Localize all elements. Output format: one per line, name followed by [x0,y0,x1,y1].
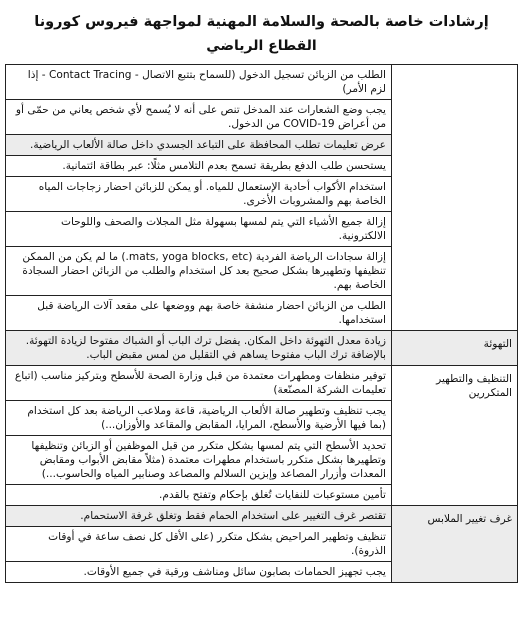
guidelines-table-body [6,65,518,583]
guideline-text: يجب وضع الشعارات عند المدخل تنص على أنه لا يُسمح لأي شخص يعاني من حمّى أو من أعراض COVID-19 من الدخول. [6,100,392,135]
guideline-text: الطلب من الزبائن تسجيل الدخول (للسماح بتتبع الاتصال - Contact Tracing - إذا لزم الأمر) [6,65,392,100]
guideline-text: تأمين مستوعبات للنفايات تُغلق بإحكام وتفتح بالقدم. [6,485,392,506]
category-cell: غرف تغيير الملابس [392,506,518,583]
table-row [6,65,518,100]
guideline-text: يجب تجهيز الحمامات بصابون سائل ومناشف ورقية في جميع الأوقات. [6,562,392,583]
guideline-text: استخدام الأكواب أحادية الإستعمال للمياه. أو يمكن للزبائن احضار زجاجات المياه الخاصة بهم والمشروبات الأخرى. [6,177,392,212]
guideline-text: إزالة جميع الأشياء التي يتم لمسها بسهولة مثل المجلات والصحف واللوحات الالكترونية. [6,212,392,247]
guideline-text: إزالة سجادات الرياضة الفردية (mats, yoga blocks, etc.) ما لم يكن من الممكن تنظيفها وتطهيرها بشكل صحيح بعد كل استخدام والطلب من الزبائن احضار السجادة الخاصة بهم. [6,247,392,296]
category-cell: التهوئة [392,331,518,366]
table-row [6,366,518,401]
guideline-text: عرض تعليمات تطلب المحافظة على التباعد الجسدي داخل صالة الألعاب الرياضية. [6,135,392,156]
guideline-text: تنظيف وتطهير المراحيض بشكل متكرر (على الأقل كل نصف ساعة في أوقات الذروة). [6,527,392,562]
document-subtitle: القطاع الرياضي [206,38,317,54]
guideline-text: تحديد الأسطح التي يتم لمسها بشكل متكرر من قبل الموظفين أو الزبائن وتنظيفها وتطهيرها بشكل متكرر باستخدام مطهرات معتمدة (مثلاً مقابض الأبواب ومقابض المعدات وأزرار المصاعد وإبزين السلالم والمصاعد وصنابير المياه والحاسوب...) [6,436,392,485]
guideline-text: الطلب من الزبائن احضار منشفة خاصة بهم ووضعها على مقعد آلات الرياضة قبل استخدامها. [6,296,392,331]
category-cell [392,65,518,331]
guideline-text: زيادة معدل التهوئة داخل المكان. يفضل ترك الباب أو الشباك مفتوحا لزيادة التهوئة. بالإضافة ترك الباب مفتوحا يساهم في التقليل من لمس مقبض الباب. [6,331,392,366]
document-title: إرشادات خاصة بالصحة والسلامة المهنية لمواجهة فيروس كورونا [34,14,489,30]
guideline-text: يجب تنظيف وتطهير صالة الألعاب الرياضية، قاعة وملاعب الرياضة بعد كل استخدام (بما فيها الأرضية والأسطح، المرايا، المقابض والمقاعد والأوزان...) [6,401,392,436]
guideline-text: تقتصر غرف التغيير على استخدام الحمام فقط وتغلق غرفة الاستحمام. [6,506,392,527]
table-row [6,506,518,527]
table-row [6,331,518,366]
guideline-text: توفير منظفات ومطهرات معتمدة من قبل وزارة الصحة للأسطح وبتركيز مناسب (اتباع تعليمات الشركة المصنّعة) [6,366,392,401]
guideline-text: يستحسن طلب الدفع بطريقة تسمح بعدم التلامس مثلًا: عبر بطاقة ائتمانية. [6,156,392,177]
guidelines-table [5,64,518,583]
category-cell: التنظيف والتطهير المتكررين [392,366,518,506]
